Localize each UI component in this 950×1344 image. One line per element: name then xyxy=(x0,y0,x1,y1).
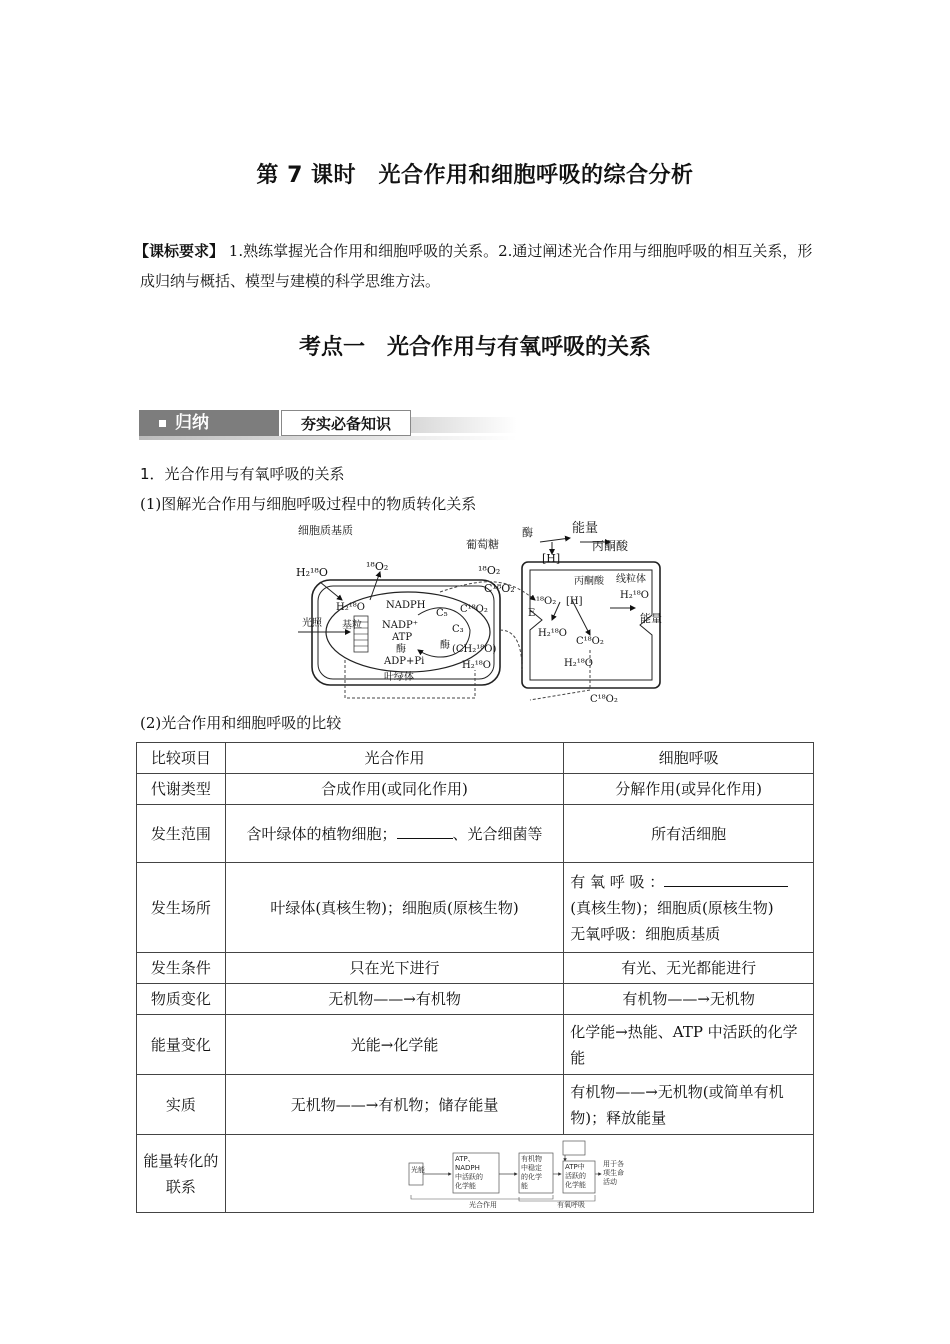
row-photo: 无机物——→有机物；储存能量 xyxy=(225,1075,563,1135)
requirement-label: 【课标要求】 xyxy=(134,242,225,260)
row-item: 能量转化的联系 xyxy=(137,1135,226,1213)
row-item: 发生条件 xyxy=(137,953,226,984)
heading-2: (1)图解光合作用与细胞呼吸过程中的物质转化关系 xyxy=(140,495,477,513)
table-row xyxy=(137,1135,814,1213)
banner-underline xyxy=(139,436,517,440)
label-ch2o: (CH₂¹⁸O) xyxy=(452,644,497,655)
row-item: 发生场所 xyxy=(137,863,226,953)
label-h: [H] xyxy=(542,552,561,565)
fill-blank[interactable] xyxy=(664,872,788,887)
label-h-mito: [H] xyxy=(566,596,583,607)
label-h2o-bottom: H₂¹⁸O xyxy=(564,658,593,669)
row-resp: 有机物——→无机物 xyxy=(564,984,814,1015)
heading-3: (2)光合作用和细胞呼吸的比较 xyxy=(140,714,342,732)
section-banner xyxy=(139,407,517,441)
banner-summary: 归纳 xyxy=(139,410,279,436)
flow-box1-l4: 化学能 xyxy=(454,1181,476,1190)
row-item: 能量变化 xyxy=(137,1015,226,1075)
table-row xyxy=(137,805,814,863)
label-cytoplasm: 细胞质基质 xyxy=(298,524,353,537)
row-photo: 叶绿体(真核生物)；细胞质(原核生物) xyxy=(225,863,563,953)
label-h2o-mito: H₂¹⁸O xyxy=(620,590,649,601)
label-enzyme-chl: 酶 xyxy=(396,644,406,655)
row-resp: 化学能→热能、ATP 中活跃的化学能 xyxy=(564,1015,814,1075)
flow-box1-l3: 中活跃的 xyxy=(454,1172,483,1181)
flow-use-l2: 项生命 xyxy=(602,1168,624,1177)
flow-box1-l1: ATP、 xyxy=(454,1154,475,1163)
flow-box2-l4: 能 xyxy=(520,1181,528,1190)
label-light: 光照 xyxy=(302,618,322,629)
table-row xyxy=(137,774,814,805)
flow-box3-l1: ATP中 xyxy=(564,1162,585,1171)
label-o2-top: ¹⁸O₂ xyxy=(366,560,389,573)
table-row xyxy=(137,863,814,953)
flow-box2-l2: 中稳定 xyxy=(520,1163,542,1172)
table-row xyxy=(137,1075,814,1135)
energy-flow-diagram xyxy=(407,1139,632,1209)
banner-fade xyxy=(411,417,517,433)
row-item: 代谢类型 xyxy=(137,774,226,805)
header-item: 比较项目 xyxy=(137,743,226,774)
row-photo: 含叶绿体的植物细胞； 、光合细菌等 xyxy=(225,805,563,863)
label-energy: 能量 xyxy=(572,521,599,536)
label-adp: ADP+Pi xyxy=(384,656,425,667)
requirement-text: 1.熟练掌握光合作用和细胞呼吸的关系。2.通过阐述光合作用与细胞呼吸的相互关系，形成归纳与概括、模型与建模的科学思维方法。 xyxy=(140,242,813,290)
label-atp: ATP xyxy=(392,632,413,643)
row-photo: 光能→化学能 xyxy=(225,1015,563,1075)
flow-box2-l3: 的化学 xyxy=(520,1172,542,1181)
table-row xyxy=(137,984,814,1015)
label-grana: 基粒 xyxy=(342,620,362,631)
label-co2-mito: C¹⁸O₂ xyxy=(576,636,604,647)
flow-photo-label: 光合作用 xyxy=(468,1200,497,1209)
conversion-diagram xyxy=(290,520,670,705)
energy-flow-cell xyxy=(225,1135,813,1213)
flow-use-l1: 用于各 xyxy=(602,1159,624,1168)
label-mito: 线粒体 xyxy=(616,574,646,585)
flow-box3-l3: 化学能 xyxy=(564,1180,586,1189)
square-icon xyxy=(159,420,166,427)
flow-box3-l2: 活跃的 xyxy=(564,1171,586,1180)
label-h2o-out: H₂¹⁸O xyxy=(462,660,491,671)
header-photosynthesis: 光合作用 xyxy=(225,743,563,774)
row-resp: 有机物——→无机物(或简单有机物)；释放能量 xyxy=(564,1075,814,1135)
row-photo: 只在光下进行 xyxy=(225,953,563,984)
row-resp: 所有活细胞 xyxy=(564,805,814,863)
row-photo: 合成作用(或同化作用) xyxy=(225,774,563,805)
row-resp: 有光、无光都能进行 xyxy=(564,953,814,984)
flow-light: 光能 xyxy=(410,1165,425,1174)
label-glucose: 葡萄糖 xyxy=(466,538,499,551)
curriculum-requirement xyxy=(134,236,820,296)
row-item: 实质 xyxy=(137,1075,226,1135)
label-h2o-mito2: H₂¹⁸O xyxy=(538,628,567,639)
label-pyruvate2: 丙酮酸 xyxy=(574,576,604,587)
table-row xyxy=(137,1015,814,1075)
flow-resp-label: 有氧呼吸 xyxy=(556,1200,585,1209)
label-co2-chl: C¹⁸O₂ xyxy=(460,604,488,615)
table-row xyxy=(137,953,814,984)
label-co2-bottom: C¹⁸O₂ xyxy=(590,694,618,705)
label-nadp: NADP⁺ xyxy=(382,620,418,631)
label-o2-mid: ¹⁸O₂ xyxy=(478,564,501,577)
row-resp: 分解作用(或异化作用) xyxy=(564,774,814,805)
label-enzyme: 酶 xyxy=(522,526,533,539)
heading-1: 1．光合作用与有氧呼吸的关系 xyxy=(140,465,345,483)
fill-blank[interactable] xyxy=(397,824,453,839)
flow-box1-l2: NADPH xyxy=(454,1163,480,1172)
label-c3: C₃ xyxy=(452,624,464,635)
flow-use-l3: 活动 xyxy=(602,1177,617,1186)
label-c5: C₅ xyxy=(436,608,448,619)
label-energy2: 能量 xyxy=(640,612,662,625)
label-chloroplast: 叶绿体 xyxy=(384,672,414,683)
label-e: E xyxy=(528,608,536,619)
flow-box2-l1: 有机物 xyxy=(520,1154,542,1163)
section-title: 考点一 光合作用与有氧呼吸的关系 xyxy=(298,335,651,360)
label-pyruvate: 丙酮酸 xyxy=(592,539,629,553)
header-respiration: 细胞呼吸 xyxy=(564,743,814,774)
label-enzyme-c3: 酶 xyxy=(440,640,450,651)
label-h2o-chl: H₂¹⁸O xyxy=(336,602,365,613)
page-title: 第 7 课时 光合作用和细胞呼吸的综合分析 xyxy=(256,163,694,188)
row-photo: 无机物——→有机物 xyxy=(225,984,563,1015)
label-co2-top: C¹⁸O₂ xyxy=(484,582,515,595)
label-o2-mito: ¹⁸O₂ xyxy=(536,596,557,607)
row-item: 发生范围 xyxy=(137,805,226,863)
label-h2o-top: H₂¹⁸O xyxy=(296,566,328,579)
label-nadph: NADPH xyxy=(386,600,426,611)
table-header-row xyxy=(137,743,814,774)
comparison-table xyxy=(136,742,814,1213)
banner-subtitle: 夯实必备知识 xyxy=(281,410,411,436)
flow-blank-box[interactable] xyxy=(563,1141,585,1155)
row-item: 物质变化 xyxy=(137,984,226,1015)
row-resp: 有 氧 呼 吸 ： (真核生物)；细胞质(原核生物) 无氧呼吸：细胞质基质 xyxy=(564,863,814,953)
